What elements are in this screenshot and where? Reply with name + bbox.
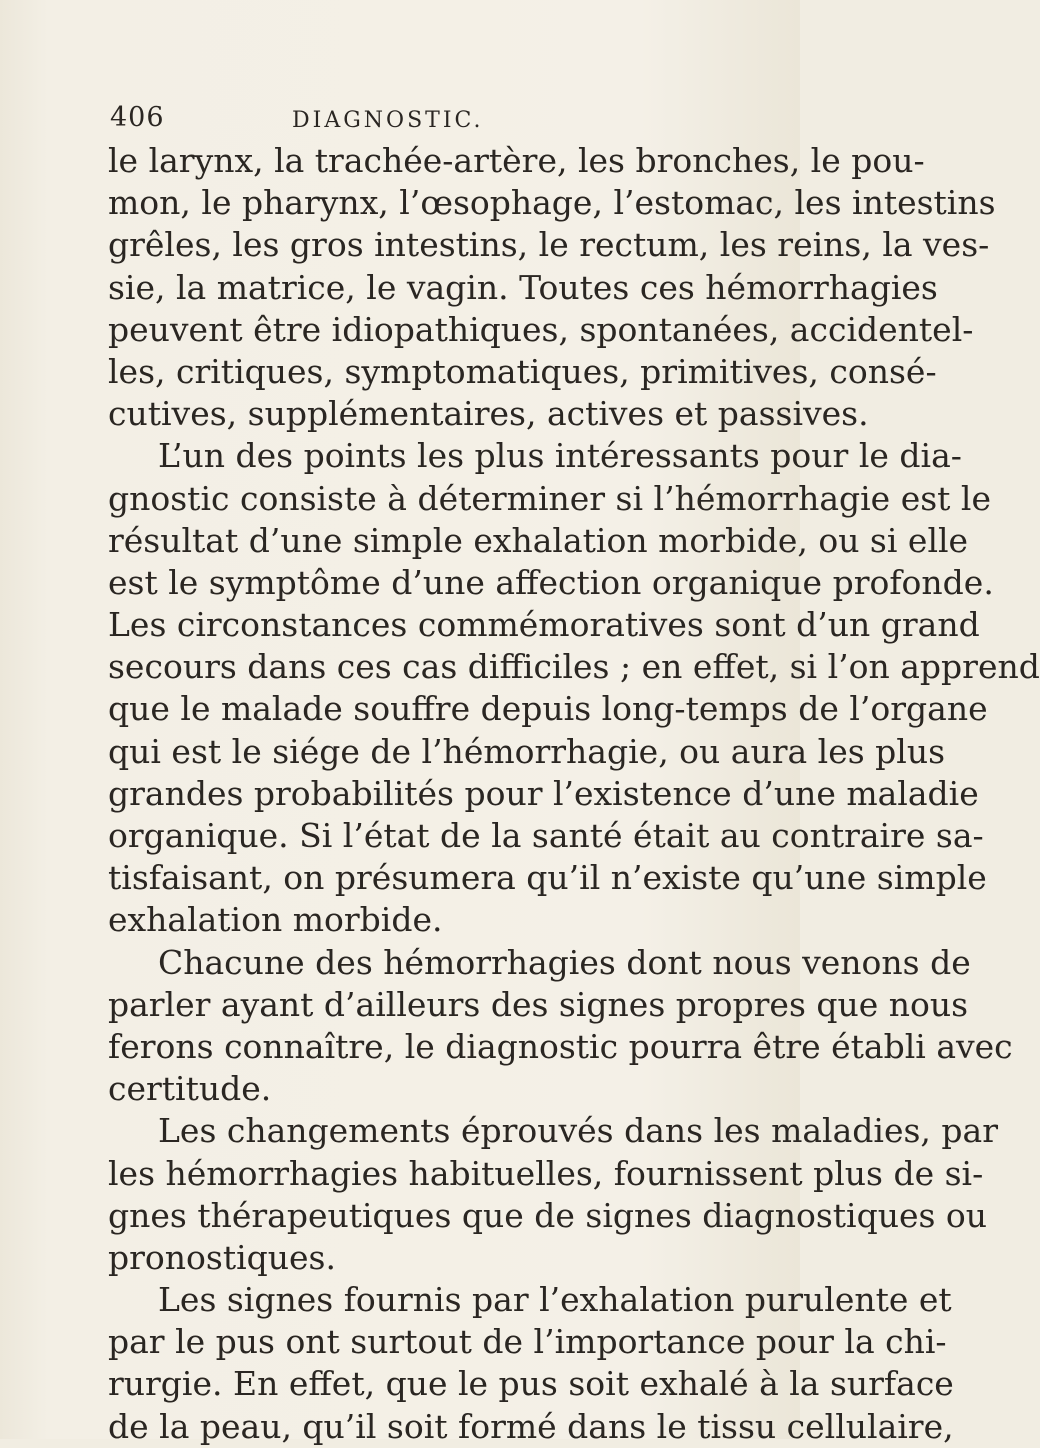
page-header [110,102,710,142]
text-line: gnostic consiste à déterminer si l’hémorrhagie est le [108,478,991,518]
text-line: grêles, les gros intestins, le rectum, les reins, la ves- [108,225,990,265]
text-line: est le symptôme d’une affection organique profonde. [108,562,994,602]
text-line: pronostiques. [108,1237,336,1277]
text-line: exhalation morbide. [108,900,443,940]
text-line: tisfaisant, on présumera qu’il n’existe qu’une simple [108,858,987,898]
text-line: Les changements éprouvés dans les maladies, par [158,1111,998,1151]
text-line: les, critiques, symptomatiques, primitives, consé- [108,351,937,391]
running-head: DIAGNOSTIC. [292,108,484,133]
text-line: de la peau, qu’il soit formé dans le tissu cellulaire, [108,1406,954,1446]
text-line: ferons connaître, le diagnostic pourra être établi avec [108,1026,1013,1066]
text-line: le larynx, la trachée-artère, les bronches, le pou- [108,141,925,180]
text-line: secours dans ces cas difficiles ; en effet, si l’on apprend [108,647,1040,687]
text-line: gnes thérapeutiques que de signes diagnostiques ou [108,1195,988,1235]
text-line: qui est le siége de l’hémorrhagie, ou aura les plus [108,731,946,771]
text-line: mon, le pharynx, l’œsophage, l’estomac, les intestins [108,183,996,223]
text-line: grandes probabilités pour l’existence d’une maladie [108,773,979,813]
text-line: résultat d’une simple exhalation morbide, ou si elle [108,520,969,560]
text-line: cutives, supplémentaires, actives et passives. [108,394,869,434]
text-line: rurgie. En effet, que le pus soit exhalé à la surface [108,1364,954,1404]
text-line: que le malade souffre depuis long-temps de l’organe [108,689,988,729]
body-text [108,140,1040,1448]
text-line: par le pus ont surtout de l’importance pour la chi- [108,1322,947,1362]
text-line: certitude. [108,1069,272,1109]
text-line: les hémorrhagies habituelles, fournissent plus de si- [108,1153,984,1193]
text-line: L’un des points les plus intéressants pour le dia- [158,436,962,476]
text-line: Chacune des hémorrhagies dont nous venons de [158,942,971,982]
text-line: peuvent être idiopathiques, spontanées, accidentel- [108,309,974,349]
text-line: sie, la matrice, le vagin. Toutes ces hémorrhagies [108,267,938,307]
text-line: parler ayant d’ailleurs des signes propres que nous [108,984,969,1024]
page-number: 406 [110,102,165,133]
text-line: organique. Si l’état de la santé était au contraire sa- [108,816,984,855]
text-line: Les signes fournis par l’exhalation purulente et [158,1280,952,1320]
text-line: Les circonstances commémoratives sont d’un grand [108,605,980,645]
